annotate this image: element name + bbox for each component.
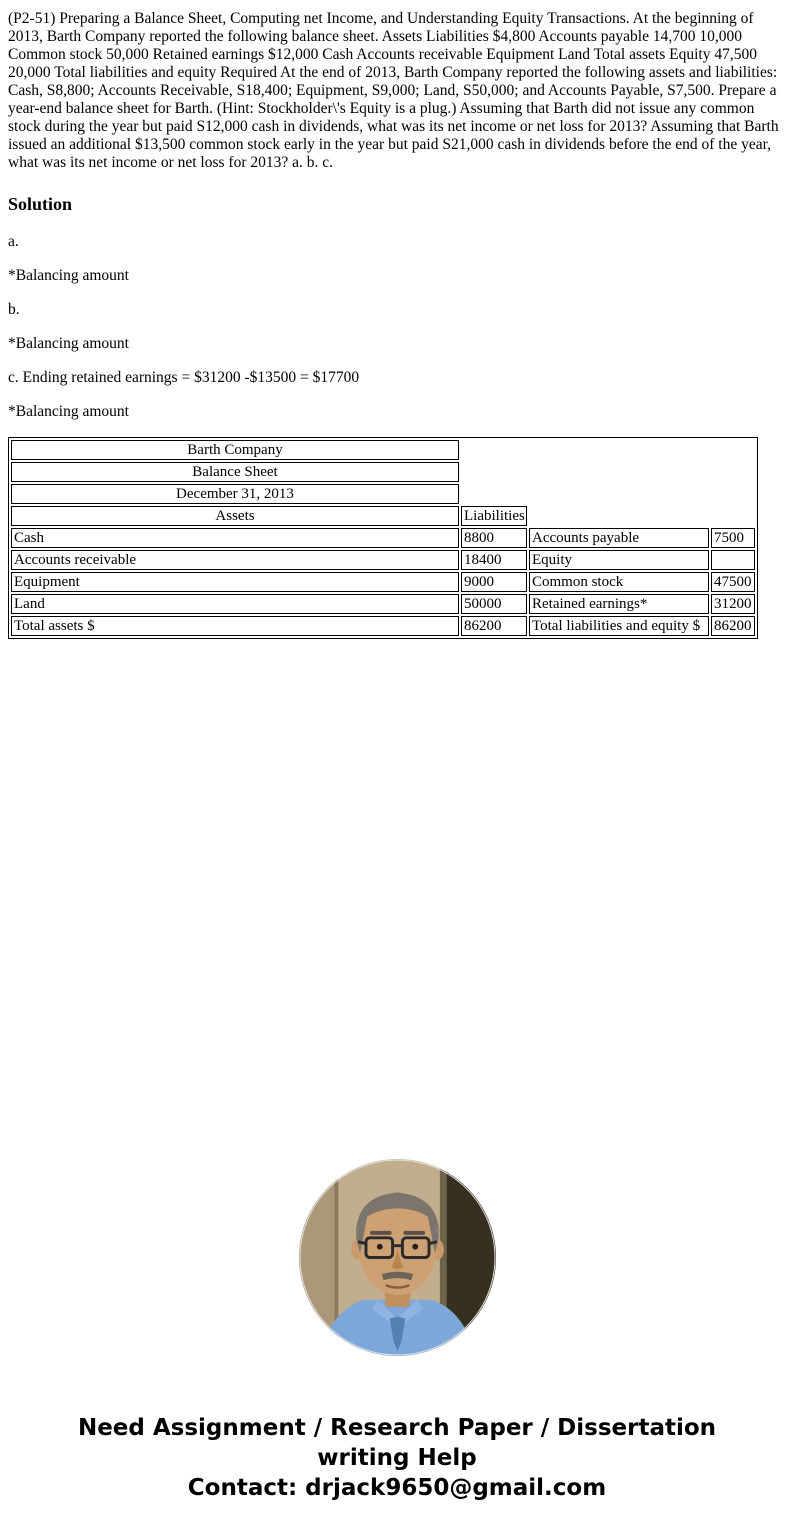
avatar xyxy=(299,1159,496,1356)
empty-cell xyxy=(461,462,755,482)
liability-value xyxy=(711,550,755,570)
table-row xyxy=(11,616,755,636)
table-header-row xyxy=(11,506,755,526)
table-row xyxy=(11,440,755,460)
assets-header: Assets xyxy=(11,506,459,526)
footer-heading-line1: Need Assignment / Research Paper / Dissertation xyxy=(77,1415,717,1441)
solution-heading: Solution xyxy=(8,194,73,214)
liability-total-label: Total liabilities and equity $ xyxy=(529,616,709,636)
table-title-date: December 31, 2013 xyxy=(11,484,459,504)
table-row xyxy=(11,594,755,614)
solution-item-b: b. xyxy=(8,301,20,318)
table-title-company: Barth Company xyxy=(11,440,459,460)
empty-cell xyxy=(529,506,755,526)
balance-sheet-table xyxy=(8,437,758,639)
table-row xyxy=(11,484,755,504)
balancing-note-c: *Balancing amount xyxy=(8,403,129,420)
liability-value: 31200 xyxy=(711,594,755,614)
table-row xyxy=(11,572,755,592)
asset-value: 8800 xyxy=(461,528,527,548)
asset-label: Equipment xyxy=(11,572,459,592)
footer-heading-line2: writing Help xyxy=(317,1445,477,1471)
asset-label: Land xyxy=(11,594,459,614)
footer-contact-email: Contact: drjack9650@gmail.com xyxy=(187,1475,607,1501)
solution-item-a: a. xyxy=(8,233,19,250)
problem-statement: (P2-51) Preparing a Balance Sheet, Computing net Income, and Understanding Equity Transactions. At the beginning of 2013, Barth Company reported the following balance sheet. Assets Liabilities $4,800 Accounts payable 14,700 10,000 Common stock 50,000 Retained earnings $12,000 Cash Accounts receivable Equipment Land Total assets Equity 47,500 20,000 Total liabilities and equity Required At the end of 2013, Barth Company reported the following assets and liabilities: Cash, S8,800; Accounts Receivable, S18,400; Equipment, S9,000; Land, S50,000; and Accounts Payable, S7,500. Prepare a year-end balance sheet for Barth. (Hint: Stockholder\'s Equity is a plug.) Assuming that Barth did not issue any common stock during the year but paid S12,000 cash in dividends, what was its net income or net loss for 2013? Assuming that Barth issued an additional $13,500 common stock early in the year but paid S21,000 cash in dividends before the end of the year, what was its net income or net loss for 2013? a. b. c. xyxy=(8,10,779,171)
table-row xyxy=(11,550,755,570)
empty-cell xyxy=(461,440,755,460)
liability-value: 7500 xyxy=(711,528,755,548)
table-row xyxy=(11,462,755,482)
balancing-note-a: *Balancing amount xyxy=(8,267,129,284)
asset-label: Accounts receivable xyxy=(11,550,459,570)
liability-value: 47500 xyxy=(711,572,755,592)
liability-total-value: 86200 xyxy=(711,616,755,636)
liabilities-header: Liabilities xyxy=(461,506,527,526)
asset-value: 9000 xyxy=(461,572,527,592)
balancing-note-b: *Balancing amount xyxy=(8,335,129,352)
asset-value: 18400 xyxy=(461,550,527,570)
liability-label: Accounts payable xyxy=(529,528,709,548)
asset-label: Cash xyxy=(11,528,459,548)
liability-label: Equity xyxy=(529,550,709,570)
footer xyxy=(8,1413,786,1503)
empty-cell xyxy=(461,484,755,504)
asset-total-value: 86200 xyxy=(461,616,527,636)
asset-total-label: Total assets $ xyxy=(11,616,459,636)
table-title-statement: Balance Sheet xyxy=(11,462,459,482)
liability-label: Common stock xyxy=(529,572,709,592)
table-row xyxy=(11,528,755,548)
avatar-container xyxy=(8,1159,786,1361)
asset-value: 50000 xyxy=(461,594,527,614)
solution-item-c: c. Ending retained earnings = $31200 -$13500 = $17700 xyxy=(8,369,360,386)
liability-label: Retained earnings* xyxy=(529,594,709,614)
